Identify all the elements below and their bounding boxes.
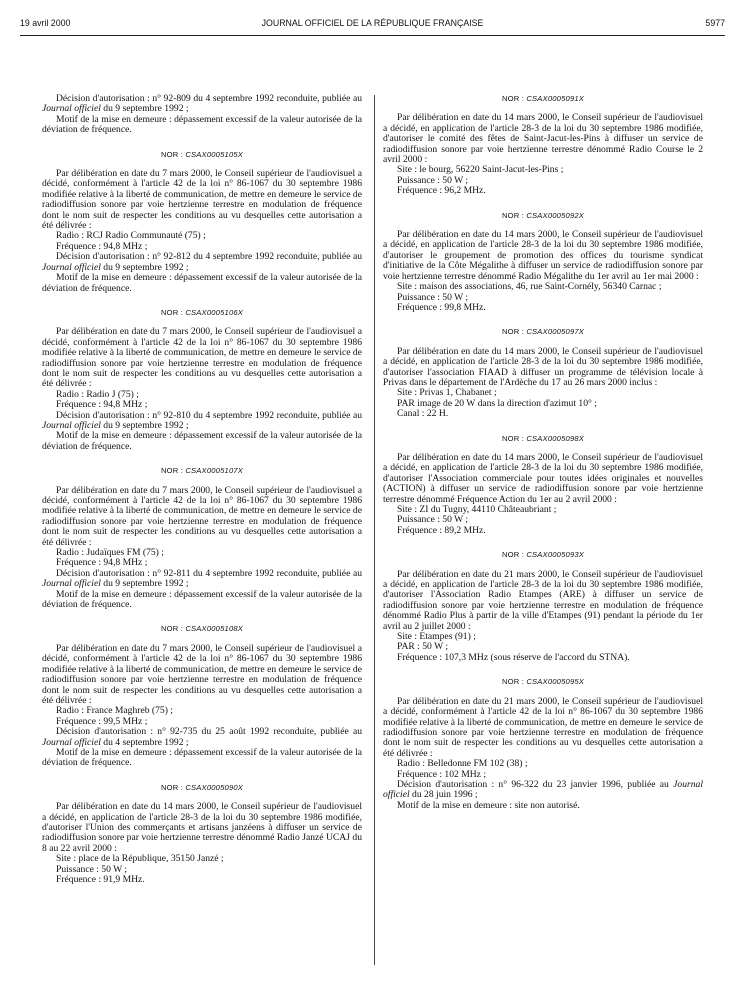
notice-field: Radio : Judaïques FM (75) ; <box>56 547 164 559</box>
left-sections <box>42 150 362 886</box>
left-intro <box>42 94 362 136</box>
nor-code: CSAX0005091X <box>526 94 585 103</box>
notice-field: Fréquence : 96,2 MHz. <box>397 185 486 197</box>
notice-field: Canal : 22 H. <box>397 408 449 420</box>
notice-section <box>42 308 362 452</box>
notice-body: Par délibération en date du 14 mars 2000, le Conseil supérieur de l'audiovisuel a décidé, en application de l'article 28-3 de la loi du 30 septembre 1986 modifiée, d'autoriser l'Association commerciale pour toutes idées originales et nouvelles (ACTION) à diffuser un service de radiodiffusion sonore par voie hertzienne terrestre dénommé Fréquence Action du 1er au 2 avril 2000 : <box>383 451 703 505</box>
notice-field: PAR image de 20 W dans la direction d'azimut 10° ; <box>397 397 597 409</box>
nor-code: CSAX0005093X <box>526 550 585 560</box>
notice-decision: Décision d'autorisation : n° 92-810 du 4 septembre 1992 reconduite, publiée au Journal officiel du 9 septembre 1992 ; <box>42 409 362 431</box>
notice-field: Site : le bourg, 56220 Saint-Jacut-les-Pins ; <box>397 164 564 176</box>
header-page-number: 5977 <box>705 18 725 28</box>
notice-motif: Motif de la mise en demeure : site non autorisé. <box>397 799 580 811</box>
notice-field: Site : ZI du Tugny, 44110 Châteaubriant ; <box>397 504 557 515</box>
notice-motif: Motif de la mise en demeure : dépassement excessif de la valeur autorisée de la déviation de fréquence. <box>42 430 362 452</box>
notice-decision: Décision d'autorisation : n° 92-735 du 25 août 1992 reconduite, publiée au Journal officiel du 4 septembre 1992 ; <box>42 726 362 748</box>
notice-body: Par délibération en date du 21 mars 2000, le Conseil supérieur de l'audiovisuel a décidé, en application de l'article 28-3 de la loi du 30 septembre 1986 modifiée, d'autoriser l'Association Radio Etampes (ARE) à diffuser un service de radiodiffusion sonore par voie hertzienne terrestre en modulation de fréquence dénommé Radio Plus à partir de la ville d'Etampes (91) pendant la période du 1er avril au 2 juillet 2000 : <box>383 568 703 632</box>
nor-code: CSAX0005098X <box>526 433 585 443</box>
column-divider <box>374 95 375 965</box>
notice-field: Radio : France Maghreb (75) ; <box>56 705 173 717</box>
nor-reference: NOR : CSAX0005106X <box>160 307 244 317</box>
notice-field: Fréquence : 102 MHz ; <box>397 768 486 780</box>
nor-reference: NOR : CSAX0005108X <box>160 624 244 634</box>
journal-officiel-italic: Journal officiel <box>42 578 101 590</box>
page-header <box>20 14 725 30</box>
intro-motif: Motif de la mise en demeure : dépassement excessif de la valeur autorisée de la déviation de fréquence. <box>42 113 362 136</box>
notice-body: Par délibération en date du 7 mars 2000, le Conseil supérieur de l'audiovisuel a décidé, conformément à l'article 42 de la loi n° 86-1067 du 30 septembre 1986 modifiée relative à la liberté de communication, de mettre en demeure le service de radiodiffusion sonore par voie hertzienne terrestre en modulation de fréquence dont le nom suit de respecter les conditions au vu desquelles cette autorisation a été délivrée : <box>42 326 362 390</box>
journal-officiel-italic: Journal officiel <box>42 419 101 431</box>
nor-code: CSAX0005107X <box>185 466 244 476</box>
right-column <box>383 94 703 825</box>
nor-reference: NOR : CSAX0005105X <box>160 149 244 159</box>
notice-body: Par délibération en date du 14 mars 2000, le Conseil supérieur de l'audiovisuel a décidé, en application de l'article 28-3 de la loi du 30 septembre 1986 modifiée, d'autoriser l'association FIAAD à diffuser un programme de télévision locale à Privas dans le département de l'Ardèche du 17 au 26 mars 2000 inclus : <box>383 345 703 388</box>
notice-field: PAR : 50 W ; <box>397 641 449 653</box>
notice-field: Puissance : 50 W ; <box>397 514 469 526</box>
notice-field: Puissance : 50 W ; <box>397 174 469 186</box>
journal-officiel-italic: Journal officiel <box>383 778 703 801</box>
header-rule <box>20 35 725 36</box>
notice-motif: Motif de la mise en demeure : dépassement excessif de la valeur autorisée de la déviation de fréquence. <box>42 272 362 294</box>
nor-code: CSAX0005105X <box>185 149 244 159</box>
nor-code: CSAX0005108X <box>185 624 244 634</box>
nor-reference: NOR : CSAX0005097X <box>501 327 585 337</box>
notice-field: Site : Privas 1, Chabanet ; <box>397 387 497 399</box>
notice-field: Radio : Radio J (75) ; <box>56 388 139 400</box>
notice-field: Puissance : 50 W ; <box>56 863 128 875</box>
nor-reference: NOR : CSAX0005092X <box>501 210 585 220</box>
notice-section <box>42 624 362 768</box>
journal-officiel-italic: Journal officiel <box>42 103 101 115</box>
notice-body: Par délibération en date du 14 mars 2000, le Conseil supérieur de l'audiovisuel a décidé, en application de l'article 28-3 de la loi du 30 septembre 1986 modifiée, d'autoriser l'Union des commerçants et artisans janzéens à diffuser un service de radiodiffusion sonore par voie hertzienne terrestre dénommé Radio Janzé UCAJ du 8 au 22 avril 2000 : <box>42 801 362 854</box>
right-sections <box>383 94 703 811</box>
notice-decision: Décision d'autorisation : n° 96-322 du 23 janvier 1996, publiée au Journal officiel du 28 juin 1996 ; <box>383 778 703 801</box>
notice-field: Fréquence : 94,8 MHz ; <box>56 557 148 569</box>
left-column <box>42 94 362 899</box>
notice-field: Fréquence : 99,8 MHz. <box>397 301 486 313</box>
nor-reference: NOR : CSAX0005095X <box>501 677 585 687</box>
nor-reference: NOR : CSAX0005091X <box>501 94 585 103</box>
nor-reference: NOR : CSAX0005098X <box>501 433 585 443</box>
notice-section <box>383 434 703 537</box>
notice-body: Par délibération en date du 14 mars 2000, le Conseil supérieur de l'audiovisuel a décidé, en application de l'article 28-3 de la loi du 30 septembre 1986 modifiée, d'autoriser le comité des fêtes de Saint-Jacut-les-Pins à diffuser un service de radiodiffusion sonore par voie hertzienne terrestre dénommé Radio Course le 2 avril 2000 : <box>383 112 703 166</box>
notice-section <box>42 466 362 610</box>
nor-code: CSAX0005097X <box>526 327 585 337</box>
journal-officiel-italic: Journal officiel <box>42 261 101 273</box>
notice-decision: Décision d'autorisation : n° 92-812 du 4 septembre 1992 reconduite, publiée au Journal officiel du 9 septembre 1992 ; <box>42 251 362 273</box>
notice-field: Site : Etampes (91) ; <box>397 631 476 643</box>
nor-reference: NOR : CSAX0005107X <box>160 466 244 476</box>
notice-field: Site : place de la République, 35150 Janzé ; <box>56 853 224 865</box>
notice-body: Par délibération en date du 7 mars 2000, le Conseil supérieur de l'audiovisuel a décidé, conformément à l'article 42 de la loi n° 86-1067 du 30 septembre 1986 modifiée relative à la liberté de communication, de mettre en demeure le service de radiodiffusion sonore par voie hertzienne terrestre en modulation de fréquence dont le nom suit de respecter les conditions au vu desquelles cette autorisation a été délivrée : <box>42 168 362 232</box>
notice-decision: Décision d'autorisation : n° 92-811 du 4 septembre 1992 reconduite, publiée au Journal officiel du 9 septembre 1992 ; <box>42 567 362 590</box>
notice-field: Fréquence : 99,5 MHz ; <box>56 715 148 727</box>
nor-code: CSAX0005095X <box>526 677 585 687</box>
notice-field: Fréquence : 107,3 MHz (sous réserve de l'accord du STNA). <box>397 651 630 663</box>
header-title: JOURNAL OFFICIEL DE LA RÉPUBLIQUE FRANÇAISE <box>261 18 484 28</box>
notice-body: Par délibération en date du 21 mars 2000, le Conseil supérieur de l'audiovisuel a décidé, conformément à l'article 42 de la loi n° 86-1067 du 30 septembre 1986 modifiée relative à la liberté de communication, de mettre en demeure le service de radiodiffusion sonore par voie hertzienne terrestre en modulation de fréquence dont le nom suit de respecter les conditions au vu desquelles cette autorisation a été délivrée : <box>383 695 703 759</box>
notice-motif: Motif de la mise en demeure : dépassement excessif de la valeur autorisée de la déviation de fréquence. <box>42 746 362 769</box>
notice-field: Fréquence : 89,2 MHz. <box>397 524 486 536</box>
intro-decision: Décision d'autorisation : n° 92-809 du 4 septembre 1992 reconduite, publiée au Journal officiel du 9 septembre 1992 ; <box>42 93 362 115</box>
notice-section <box>383 211 703 314</box>
notice-field: Fréquence : 94,8 MHz ; <box>56 240 148 252</box>
notice-field: Radio : RCJ Radio Communauté (75) ; <box>56 230 206 242</box>
notice-motif: Motif de la mise en demeure : dépassement excessif de la valeur autorisée de la déviation de fréquence. <box>42 588 362 611</box>
nor-reference: NOR : CSAX0005093X <box>501 550 585 560</box>
nor-reference: NOR : CSAX0005090X <box>160 782 244 792</box>
notice-section <box>383 677 703 811</box>
nor-code: CSAX0005106X <box>185 307 244 317</box>
notice-field: Radio : Belledonne FM 102 (38) ; <box>397 758 528 770</box>
notice-section <box>42 783 362 886</box>
journal-officiel-italic: Journal officiel <box>42 736 101 748</box>
nor-code: CSAX0005092X <box>526 210 585 220</box>
notice-body: Par délibération en date du 7 mars 2000, le Conseil supérieur de l'audiovisuel a décidé, conformément à l'article 42 de la loi n° 86-1067 du 30 septembre 1986 modifiée relative à la liberté de communication, de mettre en demeure le service de radiodiffusion sonore par voie hertzienne terrestre en modulation de fréquence dont le nom suit de respecter les conditions au vu desquelles cette autorisation a été délivrée : <box>42 484 362 548</box>
notice-field: Puissance : 50 W ; <box>397 291 469 303</box>
nor-code: CSAX0005090X <box>185 782 244 792</box>
notice-section <box>383 327 703 419</box>
notice-section <box>383 550 703 663</box>
notice-body: Par délibération en date du 14 mars 2000, le Conseil supérieur de l'audiovisuel a décidé, en application de l'article 28-3 de la loi du 30 septembre 1986 modifiée, d'autoriser le groupement de promotion des offices du tourisme syndicat d'initiative de la Côte Mégalithe à diffuser un service de radiodiffusion sonore par voie hertzienne terrestre dénommé Radio Mégalithe du 1er avril au 1er mai 2000 : <box>383 229 703 282</box>
notice-field: Fréquence : 94,8 MHz ; <box>56 399 148 411</box>
header-date: 19 avril 2000 <box>20 18 71 28</box>
notice-field: Fréquence : 91,9 MHz. <box>56 874 145 885</box>
notice-field: Site : maison des associations, 46, rue Saint-Cornély, 56340 Carnac ; <box>397 281 662 293</box>
notice-section <box>42 150 362 294</box>
notice-body: Par délibération en date du 7 mars 2000, le Conseil supérieur de l'audiovisuel a décidé, conformément à l'article 42 de la loi n° 86-1067 du 30 septembre 1986 modifiée relative à la liberté de communication, de mettre en demeure le service de radiodiffusion sonore par voie hertzienne terrestre en modulation de fréquence dont le nom suit de respecter les conditions au vu desquelles cette autorisation a été délivrée : <box>42 642 362 706</box>
notice-section <box>383 94 703 197</box>
